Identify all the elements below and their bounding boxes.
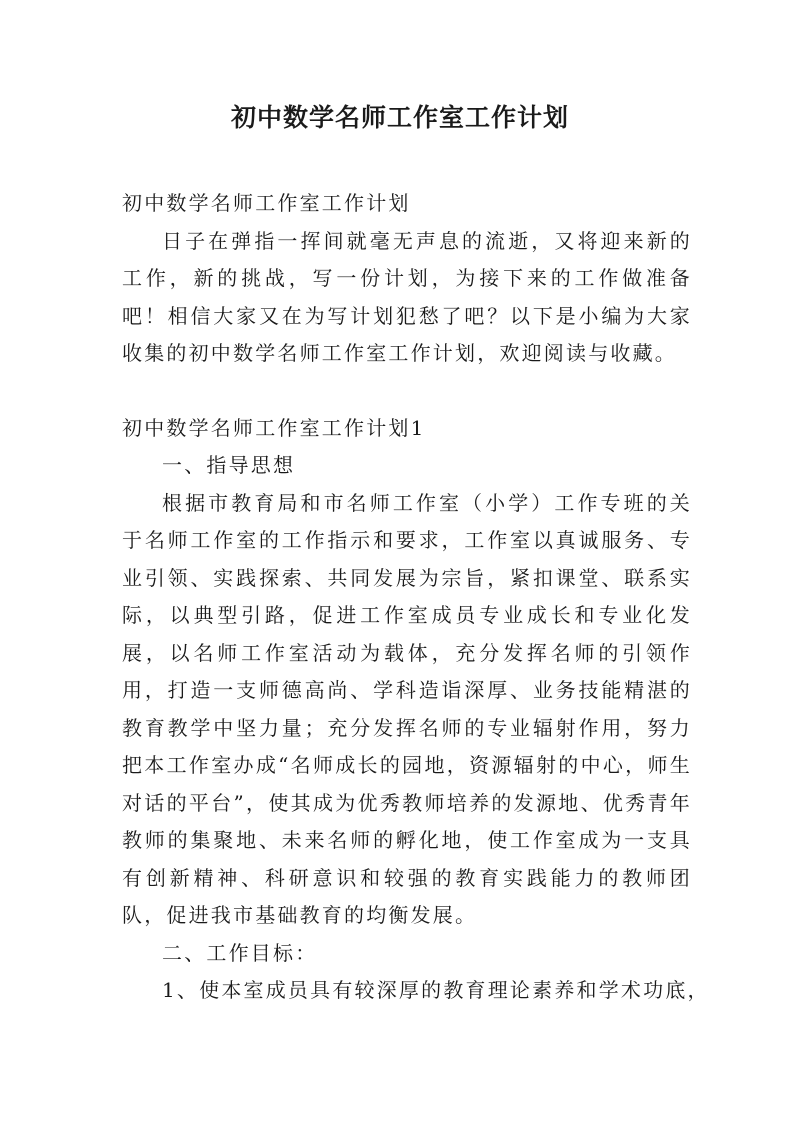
document-title: 初中数学名师工作室工作计划 xyxy=(230,103,569,132)
document-subtitle: 初中数学名师工作室工作计划 xyxy=(122,191,411,215)
document-body xyxy=(122,185,710,1010)
work-goal-item-1: 1、使本室成员具有较深厚的教育理论素养和学术功底， xyxy=(162,978,710,1002)
paragraph-spacer xyxy=(122,373,692,410)
heading-guiding-ideology: 一、指导思想 xyxy=(162,453,296,477)
heading-work-goals: 二、工作目标： xyxy=(162,940,318,965)
intro-paragraph: 日子在弹指一挥间就毫无声息的流逝，又将迎来新的工作，新的挑战，写一份计划，为接下来的工作做准备吧！相信大家又在为写计划犯愁了吧？以下是小编为大家收集的初中数学名师工作室工作计划，欢迎阅读与收藏。 xyxy=(122,228,692,365)
guiding-ideology-paragraph: 根据市教育局和市名师工作室（小学）工作专班的关于名师工作室的工作指示和要求，工作室以真诚服务、专业引领、实践探索、共同发展为宗旨，紧扣课堂、联系实际，以典型引路，促进工作室成员专业成长和专业化发展，以名师工作室活动为载体，充分发挥名师的引领作用，打造一支师德高尚、学科造诣深厚、业务技能精湛的教育教学中坚力量；充分发挥名师的专业辐射作用，努力把本工作室办成“名师成长的园地，资源辐射的中心，师生对话的平台”，使其成为优秀教师培养的发源地、优秀青年教师的集聚地、未来名师的孵化地，使工作室成为一支具有创新精神、科研意识和较强的教育实践能力的教师团队，促进我市基础教育的均衡发展。 xyxy=(122,490,692,927)
section-title: 初中数学名师工作室工作计划1 xyxy=(122,415,426,440)
